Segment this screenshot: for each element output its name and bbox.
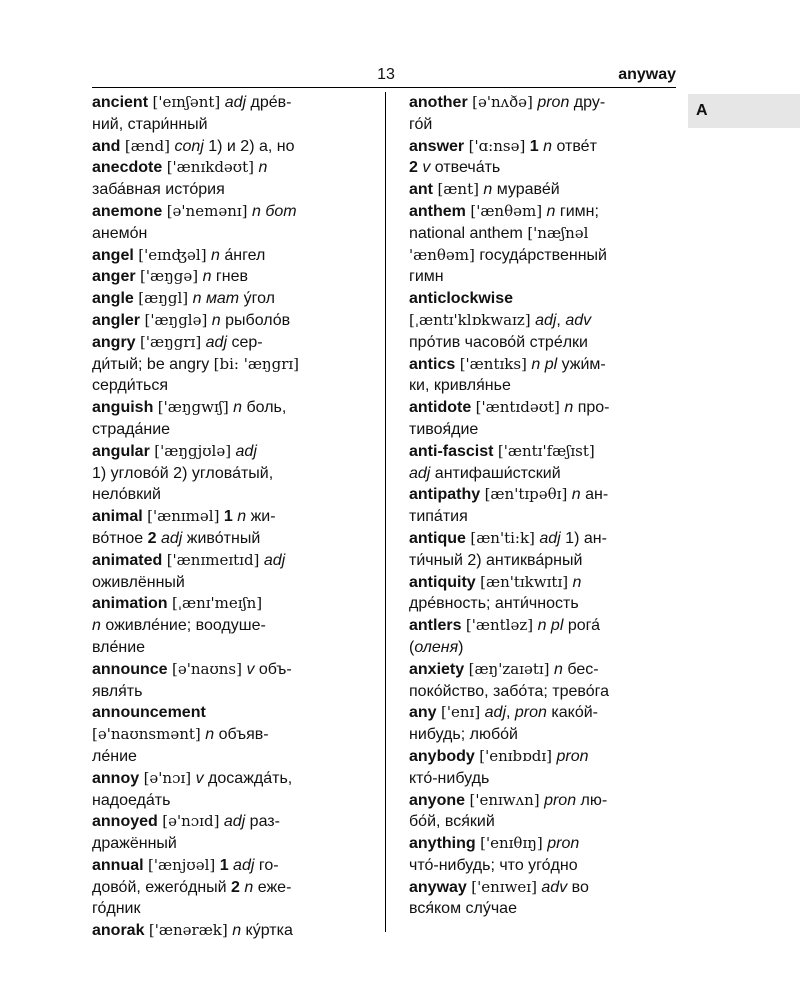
entry-line (409, 898, 679, 920)
entry-line (409, 288, 679, 310)
sense-number: 1 (529, 137, 539, 155)
entry-line (92, 354, 378, 376)
definition-text: во (567, 878, 589, 896)
entry-line (409, 484, 679, 506)
column-divider (385, 92, 386, 932)
definition-text: досажда́ть, (203, 769, 293, 787)
entry-line (409, 397, 679, 419)
entry-line (92, 702, 378, 724)
transcription: ['ænəræk] (148, 921, 228, 940)
transcription: ['enɪbɒdɪ] (479, 746, 553, 765)
running-head: anyway (618, 66, 676, 83)
entry-line (409, 310, 679, 332)
transcription: [æn'tɪpəθɪ] (484, 485, 568, 504)
definition-text: гимн (409, 268, 444, 286)
part-of-speech: adv (541, 878, 568, 896)
definition-text: бес- (562, 660, 599, 678)
entry-line (92, 332, 378, 354)
entry-line (92, 898, 378, 920)
transcription: [ə'nɔɪ] (143, 768, 192, 787)
definition-text: объяв- (214, 726, 269, 744)
definition-text: , (556, 311, 566, 329)
entry-line (92, 768, 378, 790)
part-of-speech: n (564, 399, 574, 417)
part-of-speech: adj (233, 856, 255, 874)
part-of-speech: n (211, 246, 220, 264)
definition-text: тивоя́дие (409, 420, 479, 438)
part-of-speech: n (211, 311, 221, 329)
definition-text: дре́вность; анти́чность (409, 595, 579, 613)
definition-text: оживле́ние; воодуше- (100, 617, 266, 635)
definition-text: лю- (576, 791, 608, 809)
sense-number: 2 (231, 878, 240, 896)
part-of-speech: n (543, 137, 553, 155)
part-of-speech: adj (160, 529, 183, 547)
part-of-speech: n (258, 159, 268, 177)
headword: anorak (92, 922, 145, 940)
part-of-speech: n pl (531, 355, 558, 373)
definition-text: антифаши́стский (430, 464, 561, 482)
headword: anguish (92, 399, 154, 417)
part-of-speech: adj (205, 333, 228, 351)
transcription: [ænt] (437, 180, 479, 199)
headword: angular (92, 442, 150, 460)
definition-text: дово́й, ежего́дный (92, 878, 232, 896)
definition-text: у́гол (239, 290, 275, 308)
transcription: ['enɪθɪŋ] (480, 834, 543, 853)
headword: ancient (92, 94, 149, 111)
part-of-speech: n (572, 573, 582, 591)
definition-text: 1) углово́й 2) углова́тый, (92, 464, 274, 482)
entry-line (92, 811, 378, 833)
definition-text: бо́й, вся́кий (409, 813, 495, 831)
definition-text: гимн; (555, 202, 599, 220)
part-of-speech: n (237, 508, 247, 526)
entry-line (92, 245, 378, 267)
transcription: ['æŋgjʊlə] (154, 441, 232, 460)
headword: anecdote (92, 159, 163, 177)
entry-line (92, 397, 378, 419)
transcription: [æŋ'zaɪətɪ] (468, 659, 550, 678)
definition-text: явля́ть (92, 682, 143, 700)
transcription: ['ænɪmeɪtɪd] (166, 550, 260, 569)
part-of-speech: adj (539, 529, 561, 547)
part-of-speech: pron (514, 704, 547, 722)
part-of-speech: n pl (537, 617, 564, 635)
headword: anxiety (409, 660, 465, 678)
transcription: ['æŋgrɪ] (140, 332, 202, 351)
headword: anyone (409, 791, 466, 809)
transcription: ['æntɪks] (459, 354, 527, 373)
headword: anthem (409, 202, 466, 220)
entry-line (409, 266, 679, 288)
entry-line (409, 659, 679, 681)
transcription: [æn'ti:k] (470, 528, 535, 547)
headword: anyway (409, 878, 467, 896)
headword: animal (92, 508, 143, 526)
headword: angle (92, 290, 134, 308)
entry-line (92, 179, 378, 201)
part-of-speech: v (246, 660, 255, 678)
entry-line (409, 354, 679, 376)
transcription: ['æŋgə] (140, 267, 199, 286)
transcription: ['enɪwʌn] (469, 790, 540, 809)
definition-text: что́-нибудь; что уго́дно (409, 856, 578, 874)
headword: answer (409, 137, 465, 155)
entry-line (409, 114, 679, 136)
entry-line (409, 463, 679, 485)
entry-line (92, 288, 378, 310)
definition-text: мураве́й (492, 181, 560, 199)
definition-text: объ- (254, 660, 292, 678)
entry-line (409, 746, 679, 768)
part-of-speech: n (233, 399, 243, 417)
definition-text: живо́тный (182, 529, 261, 547)
part-of-speech: pron (537, 94, 570, 111)
definition-text: заба́вная исто́рия (92, 181, 225, 199)
definition-text: , (506, 704, 515, 722)
entry-line (92, 136, 378, 158)
transcription: ['æntləz] (465, 616, 534, 635)
entry-line (92, 855, 378, 877)
entry-line (92, 375, 378, 397)
definition-text: ( (409, 638, 415, 656)
entry-line (409, 833, 679, 855)
transcription: ['enɪ] (441, 703, 481, 722)
transcription: [ə'nɔɪd] (162, 812, 220, 831)
definition-text: типа́тия (409, 508, 468, 526)
entry-line (92, 746, 378, 768)
entry-line (409, 92, 679, 114)
headword: any (409, 704, 437, 722)
transcription: ['enɪweɪ] (471, 877, 537, 896)
entry-line (92, 441, 378, 463)
entry-line (92, 223, 378, 245)
part-of-speech: pron (547, 835, 580, 853)
headword: antipathy (409, 486, 481, 504)
headword: another (409, 94, 468, 111)
part-of-speech: v (422, 159, 431, 177)
entry-line (92, 637, 378, 659)
transcription: ['ænɪməl] (147, 507, 220, 526)
entry-line (409, 768, 679, 790)
entry-line (92, 550, 378, 572)
sense-number: 2 (409, 159, 418, 177)
sense-number: 1 (223, 508, 233, 526)
definition-text: 1) и 2) а, но (203, 137, 295, 155)
entry-line (409, 419, 679, 441)
entry-line (409, 811, 679, 833)
part-of-speech: adj (409, 464, 431, 482)
entry-line (409, 375, 679, 397)
entry-line (92, 157, 378, 179)
part-of-speech: adj (263, 551, 286, 569)
headword: antidote (409, 399, 472, 417)
entry-line (92, 659, 378, 681)
entry-line (409, 245, 679, 267)
definition-text: го́й (409, 115, 433, 133)
entry-line (92, 92, 378, 114)
headword: antlers (409, 617, 462, 635)
entry-line (92, 572, 378, 594)
headword: antics (409, 355, 456, 373)
entry-line (92, 506, 378, 528)
part-of-speech: adv (565, 311, 592, 329)
definition-text: сер- (227, 333, 263, 351)
transcription: [ænd] (124, 136, 170, 155)
definition-text: жи- (246, 508, 276, 526)
entry-line (92, 266, 378, 288)
sense-number: 2 (147, 529, 157, 547)
definition-text: отвеча́ть (430, 159, 501, 177)
transcription: ['æŋglə] (144, 310, 208, 329)
definition-text: ки, кривля́нье (409, 377, 511, 395)
definition-text: во́тное (92, 529, 148, 547)
part-of-speech: n (92, 617, 101, 635)
entry-line (92, 310, 378, 332)
entry-line (409, 572, 679, 594)
definition-text: national anthem (409, 224, 528, 242)
definition-text: рыболо́в (220, 311, 291, 329)
definition-text: про- (573, 399, 610, 417)
headword: annual (92, 856, 144, 874)
transcription: ['næʃnəl (527, 223, 589, 242)
definition-text: нело́вкий (92, 486, 161, 504)
part-of-speech: adj (224, 94, 247, 111)
headword: angler (92, 311, 141, 329)
part-of-speech: n (553, 660, 563, 678)
part-of-speech: n (546, 202, 556, 220)
definition-text: ний, стари́нный (92, 115, 208, 133)
headword: and (92, 137, 121, 155)
entry-line (409, 681, 679, 703)
definition-text: ди́тый; be angry (92, 355, 214, 373)
transcription: [ˌæntɪ'klɒkwaɪz] (409, 310, 531, 329)
part-of-speech: adj (484, 704, 507, 722)
definition-text: ти́чный 2) антиква́рный (409, 551, 583, 569)
entry-line (92, 593, 378, 615)
headword: angel (92, 246, 134, 264)
transcription: ['æŋgwɪʃ] (157, 398, 229, 417)
definition-text: вле́ние (92, 638, 146, 656)
entry-line (92, 877, 378, 899)
entry-line (92, 114, 378, 136)
definition-text: еже- (253, 878, 292, 896)
transcription: [ˌænɪ'meɪʃn] (172, 594, 263, 613)
headword: announce (92, 660, 168, 678)
page-number: 13 (377, 66, 395, 83)
headword: announcement (92, 704, 206, 722)
transcription: ['ɑ:nsə] (468, 136, 526, 155)
definition-text: 1) ан- (560, 529, 607, 547)
entry-line (409, 201, 679, 223)
entry-line (92, 615, 378, 637)
part-of-speech: n (571, 486, 581, 504)
transcription: ['æntɪdəʊt] (475, 398, 560, 417)
headword: anger (92, 268, 136, 286)
definition-text: кто́-нибудь (409, 769, 490, 787)
headword: antiquity (409, 573, 476, 591)
definition-text: рога́ (563, 617, 600, 635)
entry-line (409, 702, 679, 724)
definition-text: го- (254, 856, 279, 874)
definition-text: а́нгел (219, 246, 266, 264)
part-of-speech: оленя (414, 638, 459, 656)
definition-text: раз- (245, 813, 280, 831)
dictionary-column-left (92, 92, 378, 942)
entry-line (409, 593, 679, 615)
part-of-speech: n (232, 922, 242, 940)
part-of-speech: adj (235, 442, 257, 460)
entry-line (409, 615, 679, 637)
entry-line (92, 201, 378, 223)
headword: antique (409, 529, 466, 547)
definition-text: поко́йство, забо́та; трево́га (409, 682, 609, 700)
definition-text: оживлённый (92, 573, 185, 591)
definition-text: надоеда́ть (92, 791, 171, 809)
headword: anything (409, 835, 476, 853)
transcription: [ə'nemənɪ] (166, 201, 248, 220)
entry-line (409, 332, 679, 354)
part-of-speech: pron (544, 791, 577, 809)
headword: animated (92, 551, 163, 569)
part-of-speech: n (483, 181, 493, 199)
definition-text: анемо́н (92, 224, 148, 242)
headword: annoyed (92, 813, 158, 831)
transcription: ['ænθəm] (470, 201, 543, 220)
definition-text: дре́в- (246, 94, 292, 111)
transcription: [ə'naʊns] (172, 659, 242, 678)
headword: anti-fascist (409, 442, 494, 460)
transcription: [æn'tɪkwɪtɪ] (480, 572, 569, 591)
headword: angry (92, 333, 136, 351)
transcription: [ə'nʌðə] (472, 93, 533, 111)
transcription: [æŋgl] (138, 289, 189, 308)
entry-line (409, 855, 679, 877)
definition-text: го́дник (92, 900, 141, 918)
transcription: ['eɪnʤəl] (138, 245, 207, 264)
headword: animation (92, 595, 168, 613)
definition-text: гнев (211, 268, 248, 286)
definition-text: ку́ртка (241, 922, 293, 940)
definition-text: вся́ком слу́чае (409, 900, 517, 918)
definition-text: дру- (569, 94, 606, 111)
definition-text: ле́ние (92, 747, 137, 765)
entry-line (92, 681, 378, 703)
usage-label: мат (205, 290, 240, 308)
definition-text: отве́т (552, 137, 597, 155)
entry-line (409, 179, 679, 201)
entry-line (92, 790, 378, 812)
entry-line (409, 790, 679, 812)
transcription: ['eɪnʃənt] (152, 93, 221, 111)
dictionary-column-right (409, 92, 679, 920)
entry-line (409, 550, 679, 572)
letter-thumb-tab: A (688, 94, 800, 128)
entry-line (92, 724, 378, 746)
part-of-speech: n (244, 878, 254, 896)
definition-text: ) (458, 638, 464, 656)
entry-line (409, 724, 679, 746)
entry-line (92, 528, 378, 550)
part-of-speech: v (195, 769, 204, 787)
transcription: ['ænɪkdəʊt] (166, 158, 254, 177)
part-of-speech: n (205, 726, 215, 744)
entry-line (409, 637, 679, 659)
entry-line (409, 136, 679, 158)
entry-line (92, 419, 378, 441)
entry-line (92, 484, 378, 506)
entry-line (409, 528, 679, 550)
definition-text: боль, (242, 399, 287, 417)
entry-line (409, 223, 679, 245)
entry-line (409, 877, 679, 899)
entry-line (409, 441, 679, 463)
entry-line (409, 157, 679, 179)
transcription: [ə'naʊnsmənt] (92, 725, 201, 744)
headword: annoy (92, 769, 140, 787)
entry-line (92, 463, 378, 485)
part-of-speech: adj (535, 311, 557, 329)
part-of-speech: n (202, 268, 212, 286)
part-of-speech: n (251, 202, 261, 220)
headword: anybody (409, 747, 475, 765)
definition-text: серди́ться (92, 377, 169, 395)
definition-text: ужи́м- (557, 355, 606, 373)
definition-text: нибудь; любо́й (409, 726, 518, 744)
transcription: ['æntɪ'fæʃɪst] (497, 441, 595, 460)
definition-text: како́й- (546, 704, 598, 722)
headword: anticlockwise (409, 290, 514, 308)
transcription: ['ænjʊəl] (148, 855, 216, 874)
part-of-speech: pron (556, 747, 589, 765)
definition-text: госуда́рственный (474, 246, 607, 264)
headword: ant (409, 181, 433, 199)
part-of-speech: adj (223, 813, 246, 831)
transcription: [bi: 'æŋgrɪ] (213, 354, 300, 373)
sense-number: 1 (219, 856, 229, 874)
entry-line (92, 920, 378, 942)
part-of-speech: n (192, 290, 202, 308)
definition-text: страда́ние (92, 420, 171, 438)
definition-text: про́тив часово́й стре́лки (409, 333, 588, 351)
entry-line (92, 833, 378, 855)
transcription: 'ænθəm] (409, 245, 475, 264)
definition-text: дражённый (92, 835, 177, 853)
headword: anemone (92, 202, 163, 220)
header-rule (92, 87, 676, 88)
entry-line (409, 506, 679, 528)
usage-label: бот (265, 202, 297, 220)
definition-text: ан- (580, 486, 609, 504)
part-of-speech: conj (174, 137, 204, 155)
